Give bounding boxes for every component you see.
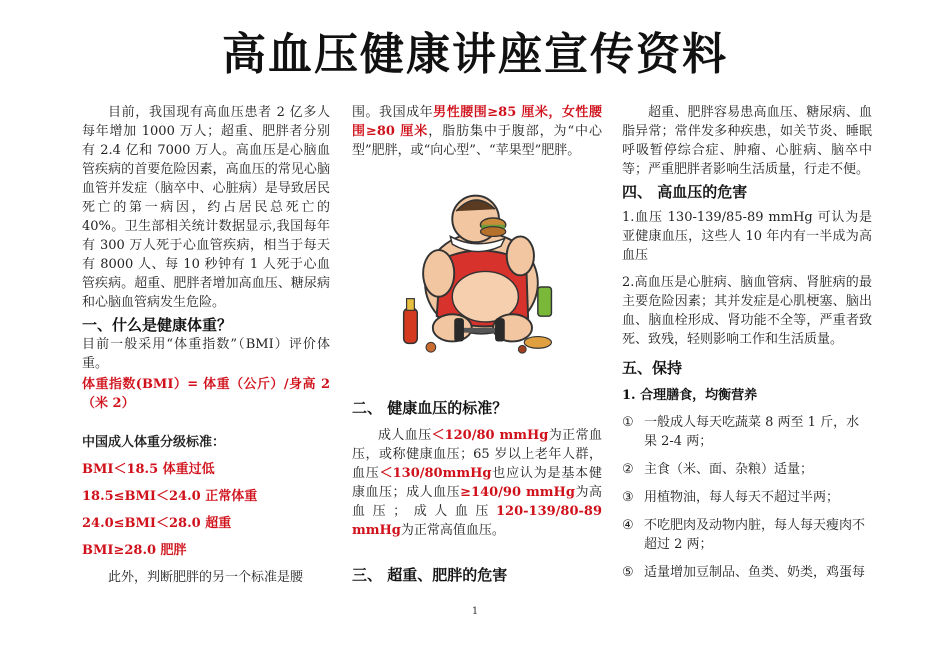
list-text: 一般成人每天吃蔬菜 8 两至 1 斤，水果 2-4 两； xyxy=(644,415,860,449)
grade-normal: 18.5≤BMI＜24.0 正常体重 xyxy=(82,489,258,504)
column-2 xyxy=(352,103,602,593)
waist-text-c: ，脂肪集中于腹部，为“中心型”肥胖，或“向心型”、“苹果型”肥胖。 xyxy=(352,124,602,158)
subheading-diet: 1. 合理膳食，均衡营养 xyxy=(622,388,758,403)
list-item xyxy=(622,563,872,582)
list-text: 主食（米、面、杂粮）适量； xyxy=(644,462,814,477)
bp-text-b: 为正常血压，或称健康血压；65 岁以上老年人群，血压 xyxy=(352,428,602,481)
bmi-intro: 目前一般采用“体重指数”（BMI）评价体重。 xyxy=(82,337,330,371)
bmi-formula: 体重指数(BMI）= 体重（公斤）/身高 2（米 2） xyxy=(82,377,330,411)
bp-elder-value: ＜130/80mmHg xyxy=(379,466,492,481)
column-1 xyxy=(82,103,330,587)
list-item xyxy=(622,488,872,507)
intro-paragraph: 目前，我国现有高血压患者 2 亿多人每年增加 1000 万人；超重、肥胖者分别有 2.4 亿和 7000 万人。高血压是心脑血管疾病的首要危险因素，高血压的常见心脑血管并发症（脑卒中、心脏病）是导致居民死亡的第一病因，约占居民总死亡的 40%。卫生部相关统计数据显示,我国每年有 300 万人死于心血管疾病，相当于每天有 8000 人、每 10 秒钟有 1 人死于心血管疾病。超重、肥胖者增加高血压、糖尿病和心脑血管病发生危险。 xyxy=(82,105,330,310)
bp-paragraph xyxy=(352,426,602,540)
waist-separator: ， xyxy=(548,105,562,120)
list-text: 用植物油，每人每天不超过半两； xyxy=(644,490,840,505)
list-number: ⑤ xyxy=(622,565,634,580)
grade-overweight: 24.0≤BMI＜28.0 超重 xyxy=(82,516,232,531)
waist-paragraph-start: 此外，判断肥胖的另一个标准是腰 xyxy=(108,570,304,585)
list-text: 不吃肥肉及动物内脏，每人每天瘦肉不超过 2 两； xyxy=(644,518,866,552)
list-number: ④ xyxy=(622,518,634,533)
bp-text-d: 为高血压；成人血压 xyxy=(352,485,602,519)
hypertension-point-2: 2.高血压是心脏病、脑血管病、肾脏病的最主要危险因素；其并发症是心肌梗塞、脑出血、脑血栓形成、肾功能不全等，严重者致死、致残，轻则影响工作和生活质量。 xyxy=(622,275,872,347)
waist-male: 男性腰围≥85 厘米 xyxy=(433,105,549,120)
waist-female: 女性腰围≥80 厘米 xyxy=(352,105,602,139)
bp-upper-normal-value: 120-139/80-89 mmHg xyxy=(352,504,602,538)
bp-text-c: 也应认为是基本健康血压；成人血压 xyxy=(352,466,602,500)
list-number: ③ xyxy=(622,490,634,505)
section-heading-5: 五、保持 xyxy=(622,359,683,377)
grade-underweight: BMI＜18.5 体重过低 xyxy=(82,462,215,477)
bp-normal-value: ＜120/80 mmHg xyxy=(431,428,549,443)
bp-text-e: 为正常高值血压。 xyxy=(400,523,505,538)
section-heading-4: 四、 高血压的危害 xyxy=(622,183,748,201)
grading-title: 中国成人体重分级标准： xyxy=(82,435,226,450)
bp-text-a: 成人血压 xyxy=(378,428,432,443)
waist-paragraph xyxy=(352,103,602,160)
section-heading-2: 二、 健康血压的标准？ xyxy=(352,399,508,417)
section-heading-3: 三、 超重、肥胖的危害 xyxy=(352,566,508,584)
list-number: ① xyxy=(622,415,634,430)
page-number: 1 xyxy=(471,606,479,617)
document-title: 高血压健康讲座宣传资料 xyxy=(222,29,728,80)
obesity-harm-paragraph: 超重、肥胖容易患高血压、糖尿病、血脂异常；常伴发多种疾患，如关节炎、睡眠呼吸暂停综合症、肿瘤、心脏病、脑卒中等；严重肥胖者影响生活质量，行走不便。 xyxy=(622,105,872,177)
diet-list xyxy=(622,413,872,582)
list-item xyxy=(622,413,872,451)
list-item xyxy=(622,460,872,479)
section-heading-1: 一、什么是健康体重？ xyxy=(82,316,233,334)
hypertension-point-1: 1.血压 130-139/85-89 mmHg 可认为是亚健康血压，这些人 10 年内有一半成为高血压 xyxy=(622,210,872,263)
obese-man-eating-illustration xyxy=(392,182,567,357)
list-text: 适量增加豆制品、鱼类、奶类，鸡蛋每 xyxy=(644,565,866,580)
grade-obese: BMI≥28.0 肥胖 xyxy=(82,543,187,558)
list-item xyxy=(622,516,872,554)
list-number: ② xyxy=(622,462,634,477)
bp-high-value: ≥140/90 mmHg xyxy=(460,485,575,500)
column-3 xyxy=(622,103,872,591)
waist-text-a: 围。我国成年 xyxy=(352,105,434,120)
